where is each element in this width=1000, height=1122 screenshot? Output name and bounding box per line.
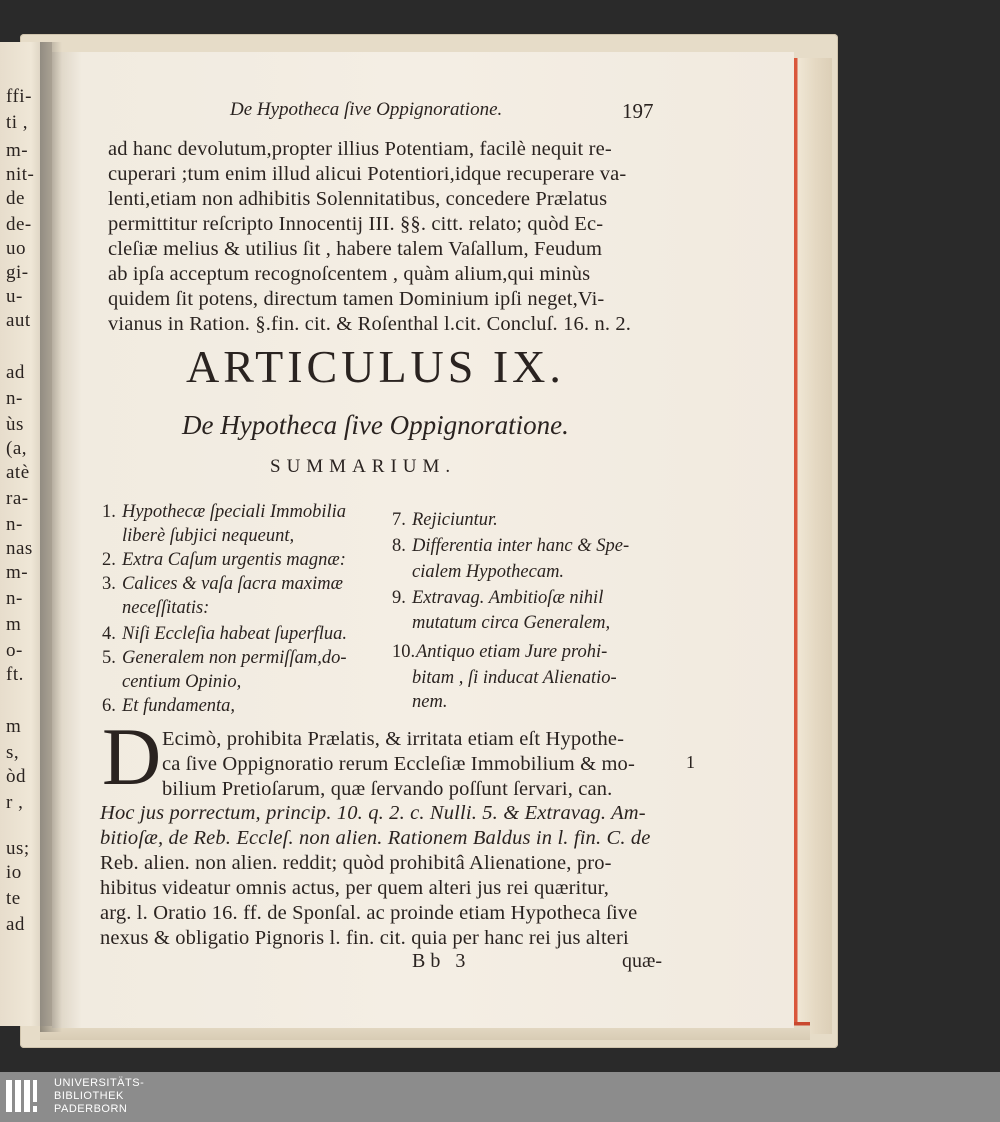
summary-item: [392, 560, 564, 585]
body-line: bitioſæ, de Reb. Eccleſ. non alien. Rationem Baldus in l. fin. C. de: [100, 827, 651, 849]
summary-item-text: Differentia inter hanc & Spe-: [412, 536, 630, 556]
library-name: [54, 1077, 144, 1116]
left-page-fragment: m-: [6, 562, 29, 583]
library-logo-icon: [6, 1076, 46, 1116]
summary-item: [102, 572, 343, 597]
summary-item: [102, 670, 241, 695]
footer-bar: [0, 1072, 1000, 1122]
left-page-fragment: te: [6, 888, 21, 909]
body-line: permittitur reſcripto Innocentij III. §§. citt. relato; quòd Ec-: [108, 213, 604, 235]
body-line: lenti,etiam non adhibitis Solennitatibus, concedere Prælatus: [108, 188, 608, 210]
summary-item: [392, 611, 610, 636]
summary-item: [102, 596, 209, 621]
left-page-fragment: atè: [6, 462, 30, 483]
running-head: De Hypotheca ſive Oppignoratione.: [230, 99, 503, 120]
summary-item-text: centium Opinio,: [122, 672, 242, 692]
summary-item-text: neceſſitatis:: [122, 598, 210, 618]
summary-item-text: Hypothecæ ſpeciali Immobilia: [122, 502, 347, 522]
body-line: cuperari ;tum enim illud alicui Potentiori,idque recuperare va-: [108, 163, 627, 185]
summary-item: [392, 690, 447, 715]
summary-item: [102, 500, 346, 525]
left-page-fragment: ra-: [6, 488, 29, 509]
left-page-fragment: o-: [6, 640, 23, 661]
body-line: Reb. alien. non alien. reddit; quòd prohibitâ Alienatione, pro-: [100, 852, 612, 874]
body-line: cleſiæ melius & utilius ſit , habere talem Vaſallum, Feudum: [108, 238, 603, 260]
body-line: arg. l. Oratio 16. ff. de Sponſal. ac proinde etiam Hypotheca ſive: [100, 902, 638, 924]
summary-item: [102, 548, 346, 573]
signature-mark: Bb 3: [412, 950, 471, 972]
body-line: bilium Pretioſarum, quæ ſervando poſſunt ſervari, can.: [162, 778, 613, 800]
summary-item-text: Rejiciuntur.: [412, 510, 498, 530]
page-gutter-shadow: [40, 42, 62, 1032]
left-page-fragment: uo: [6, 238, 26, 259]
left-page-fragment: (a,: [6, 438, 28, 459]
left-page-fragment: m: [6, 716, 22, 737]
left-page-fragment: òd: [6, 766, 26, 787]
summary-item-text: Generalem non permiſſam,do-: [122, 648, 347, 668]
catchword: quæ-: [622, 950, 662, 972]
summary-item-number: 5.: [102, 648, 116, 668]
summary-item: [392, 666, 617, 691]
body-line: hibitus videatur omnis actus, per quem alteri jus rei quæritur,: [100, 877, 610, 899]
drop-cap: D: [102, 711, 162, 802]
left-page-fragment: ft.: [6, 664, 24, 685]
summary-item-text: bitam , ſi inducat Alienatio-: [412, 668, 617, 688]
summary-item: [102, 646, 347, 671]
summary-item-number: 9.: [392, 588, 406, 608]
summary-item-number: 4.: [102, 624, 116, 644]
left-page-fragment: gi-: [6, 262, 29, 283]
left-page-fragment: ad: [6, 362, 25, 383]
summary-item-number: 1.: [102, 502, 116, 522]
summary-item-text: liberè ſubjici nequeunt,: [122, 526, 295, 546]
summary-item-number: 3.: [102, 574, 116, 594]
summary-item-number: 6.: [102, 696, 116, 716]
summary-item: [392, 534, 629, 559]
left-page-fragment: m: [6, 614, 22, 635]
left-page-fragment: n-: [6, 514, 23, 535]
summary-item-number: 8.: [392, 536, 406, 556]
left-page-fragment: io: [6, 862, 22, 883]
library-name-line-2: BIBLIOTHEK: [54, 1090, 124, 1102]
left-page-fragment: ad: [6, 914, 25, 935]
left-page-fragment: n-: [6, 388, 23, 409]
left-page-fragment: s,: [6, 742, 20, 763]
left-page-fragment: de: [6, 188, 25, 209]
left-page-fragment: n-: [6, 588, 23, 609]
body-line: ca ſive Oppignoratio rerum Eccleſiæ Immobilium & mo-: [162, 753, 635, 775]
body-line: ad hanc devolutum,propter illius Potentiam, facilè nequit re-: [108, 138, 612, 160]
summary-item-text: mutatum circa Generalem,: [412, 613, 611, 633]
summary-item-text: Et fundamenta,: [122, 696, 236, 716]
library-name-line-1: UNIVERSITÄTS-: [54, 1077, 145, 1089]
summary-item: [392, 586, 603, 611]
summary-item-text: Calices & vaſa ſacra maximæ: [122, 574, 343, 594]
body-line: Hoc jus porrectum, princip. 10. q. 2. c. Nulli. 5. & Extravag. Am-: [100, 802, 646, 824]
body-line: vianus in Ration. §.fin. cit. & Roſenthal l.cit. Concluſ. 16. n. 2.: [108, 313, 632, 335]
left-page-fragment: ffi-: [6, 86, 32, 107]
left-page-fragment: ùs: [6, 414, 24, 435]
body-line: ab ipſa acceptum recognoſcentem , quàm alium,qui minùs: [108, 263, 591, 285]
article-heading: ARTICULUS IX.: [186, 341, 565, 392]
left-page-fragment: nit-: [6, 164, 35, 185]
library-name-line-3: PADERBORN: [54, 1103, 128, 1115]
summary-heading: SUMMARIUM.: [270, 456, 457, 477]
left-page-fragment: aut: [6, 310, 31, 331]
left-page-fragment: us;: [6, 838, 30, 859]
summary-item-text: cialem Hypothecam.: [412, 562, 565, 582]
summary-item: [102, 622, 347, 647]
body-line: nexus & obligatio Pignoris l. fin. cit. quia per hanc rei jus alteri: [100, 927, 629, 949]
article-subheading: De Hypotheca ſive Oppignoratione.: [182, 410, 569, 440]
summary-item-text: nem.: [412, 692, 448, 712]
body-line: quidem ſit potens, directum tamen Dominium ipſi neget,Vi-: [108, 288, 605, 310]
left-page-fragment: r ,: [6, 792, 24, 813]
body-line: Ecimò, prohibita Prælatis, & irritata etiam eſt Hypothe-: [162, 728, 625, 750]
summary-item-number: 10.: [392, 642, 416, 662]
summary-item-text: Extra Caſum urgentis magnæ:: [122, 550, 346, 570]
summary-item-number: 7.: [392, 510, 406, 530]
summary-item: [392, 508, 498, 533]
summary-item: [102, 524, 294, 549]
left-page-fragment: ti ,: [6, 112, 29, 133]
left-page-fragment: m-: [6, 140, 29, 161]
summary-item-text: Antiquo etiam Jure prohi-: [416, 642, 608, 662]
page-fore-edge: [792, 58, 832, 1034]
summary-item: [392, 640, 607, 665]
summary-item-text: Extravag. Ambitioſæ nihil: [412, 588, 604, 608]
summary-item-text: Niſi Eccleſia habeat ſuperflua.: [122, 624, 348, 644]
summary-item-number: 2.: [102, 550, 116, 570]
left-page-fragment: nas: [6, 538, 33, 559]
left-page-fragment: de-: [6, 214, 32, 235]
margin-mark: 1: [686, 752, 695, 772]
page-number: 197: [622, 99, 654, 123]
left-page-fragment: u-: [6, 286, 23, 307]
